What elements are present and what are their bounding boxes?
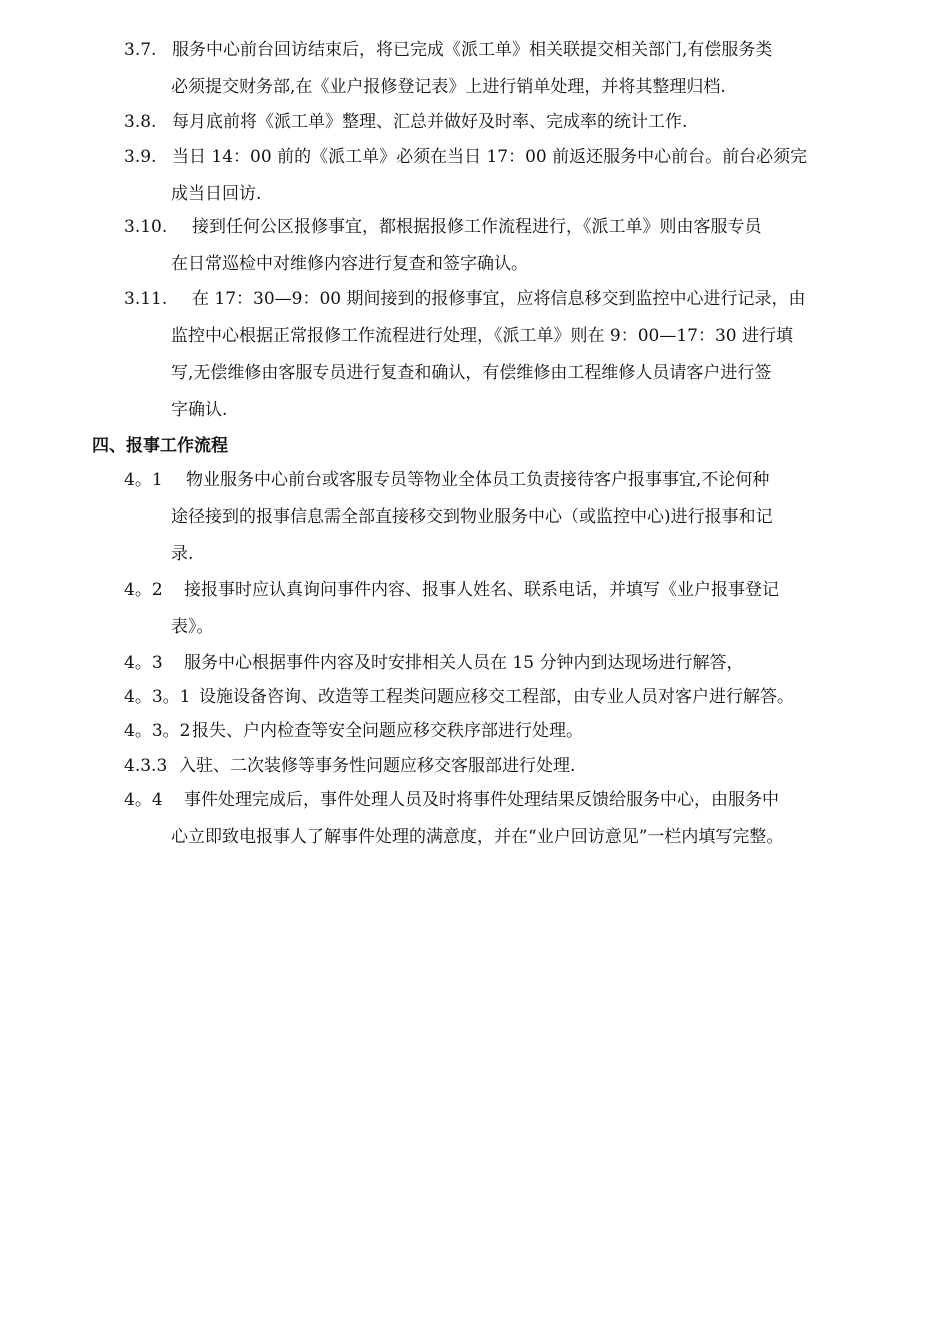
- clause-text: 报失、户内检查等安全问题应移交秩序部进行处理。: [192, 721, 583, 741]
- clause-text: 监控中心根据正常报修工作流程进行处理，《派工单》则在 9：00—17：30 进行填: [171, 326, 794, 346]
- clause-text: 在日常巡检中对维修内容进行复查和签字确认。: [171, 254, 528, 274]
- clause-3-10: [124, 209, 866, 283]
- clause-4-3-2: [124, 713, 866, 750]
- clause-text: 途径接到的报事信息需全部直接移交到物业服务中心（或监控中心)进行报事和记: [171, 507, 773, 527]
- clause-text: 服务中心前台回访结束后，将已完成《派工单》相关联提交相关部门,有偿服务类: [172, 40, 773, 60]
- clause-4-2: [124, 572, 866, 646]
- clause-text: 接报事时应认真询问事件内容、报事人姓名、联系电话，并填写《业户报事登记: [184, 580, 779, 600]
- clause-text: 字确认.: [171, 400, 228, 420]
- section-heading: 四、报事工作流程: [92, 436, 228, 456]
- clause-4-3-3: [124, 748, 866, 785]
- clause-3-8: [124, 104, 866, 141]
- clause-number: 3.9.: [124, 147, 157, 167]
- clause-text: 入驻、二次装修等事务性问题应移交客服部进行处理.: [179, 756, 576, 776]
- clause-number: 4.3.3: [124, 756, 168, 776]
- clause-text: 写,无偿维修由客服专员进行复查和确认，有偿维修由工程维修人员请客户进行签: [171, 363, 772, 383]
- clause-text: 每月底前将《派工单》整理、汇总并做好及时率、完成率的统计工作.: [172, 112, 688, 132]
- clause-text: 物业服务中心前台或客服专员等物业全体员工负责接待客户报事事宜,不论何种: [186, 470, 770, 490]
- clause-text: 事件处理完成后，事件处理人员及时将事件处理结果反馈给服务中心，由服务中: [184, 790, 779, 810]
- clause-text: 表》。: [171, 617, 214, 637]
- clause-number: 4。2: [124, 580, 163, 600]
- clause-text: 服务中心根据事件内容及时安排相关人员在 15 分钟内到达现场进行解答，: [184, 653, 744, 673]
- clause-4-1: [124, 462, 866, 573]
- clause-3-9: [124, 139, 866, 213]
- clause-number: 4。3: [124, 653, 163, 673]
- clause-text: 在 17：30—9：00 期间接到的报修事宜，应将信息移交到监控中心进行记录，由: [192, 289, 806, 309]
- clause-text: 设施设备咨询、改造等工程类问题应移交工程部，由专业人员对客户进行解答。: [199, 687, 794, 707]
- clause-number: 3.11.: [124, 289, 168, 309]
- clause-text: 录.: [171, 544, 194, 564]
- clause-number: 4。3。2: [124, 721, 191, 741]
- clause-4-3-1: [124, 679, 866, 716]
- clause-4-4: [124, 782, 866, 856]
- clause-text: 必须提交财务部,在《业户报修登记表》上进行销单处理，并将其整理归档.: [171, 77, 726, 97]
- clause-number: 3.10.: [124, 217, 168, 237]
- clause-text: 接到任何公区报修事宜，都根据报修工作流程进行，《派工单》则由客服专员: [192, 217, 762, 237]
- clause-4-3: [124, 645, 866, 682]
- clause-text: 当日 14：00 前的《派工单》必须在当日 17：00 前返还服务中心前台。前台必须完: [172, 147, 808, 167]
- clause-3-7: [124, 32, 866, 106]
- clause-number: 3.7.: [124, 40, 157, 60]
- clause-number: 4。3。1: [124, 687, 191, 707]
- clause-3-11: [124, 281, 866, 429]
- clause-number: 3.8.: [124, 112, 157, 132]
- clause-number: 4。4: [124, 790, 163, 810]
- clause-number: 4。1: [124, 470, 163, 490]
- clause-text: 成当日回访.: [171, 184, 262, 204]
- clause-text: 心立即致电报事人了解事件处理的满意度，并在“业户回访意见”一栏内填写完整。: [171, 827, 784, 847]
